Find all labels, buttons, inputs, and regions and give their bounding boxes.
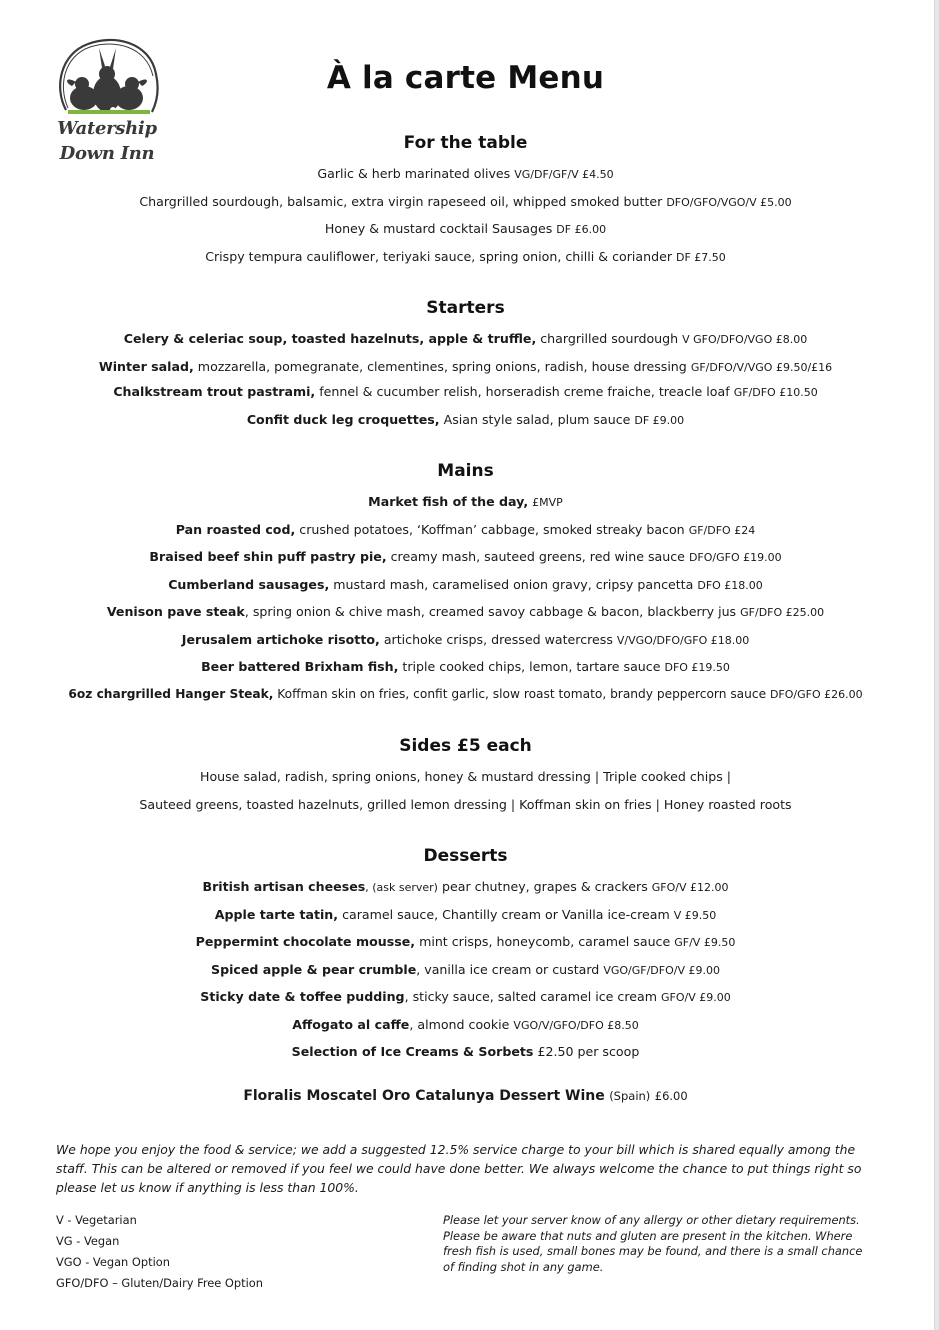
item-name: Sticky date & toffee pudding (200, 989, 405, 1004)
sides-line: Sauteed greens, toasted hazelnuts, grilled lemon dressing | Koffman skin on fries | Honey roasted roots (139, 797, 792, 812)
item-name: Chalkstream trout pastrami, (113, 384, 316, 399)
menu-item (0, 989, 931, 1004)
item-tags-price: DFO/GFO £19.00 (688, 551, 782, 564)
section-heading-starters: Starters (426, 298, 505, 318)
item-tags-price: GF/DFO £25.00 (740, 606, 825, 619)
item-desc: Crispy tempura cauliflower, teriyaki sauce, spring onion, chilli & coriander (205, 249, 672, 264)
item-name: 6oz chargrilled Hanger Steak, (68, 687, 274, 701)
item-desc: artichoke crisps, dressed watercress (383, 632, 613, 647)
menu-item (0, 632, 931, 647)
item-name: Celery & celeriac soup, toasted hazelnuts, apple & truffle, (123, 331, 537, 346)
item-name: Cumberland sausages, (168, 577, 330, 592)
item-name: Braised beef shin puff pastry pie, (149, 549, 387, 564)
item-name: Jerusalem artichoke risotto, (181, 632, 380, 647)
menu-item (0, 934, 931, 949)
item-tags-price: DFO £18.00 (697, 579, 763, 592)
item-name: Beer battered Brixham fish, (201, 659, 399, 674)
item-name: Peppermint chocolate mousse, (195, 934, 416, 949)
menu-item (0, 549, 931, 564)
menu-item (0, 659, 931, 674)
dietary-key-item: VG - Vegan (56, 1234, 120, 1248)
dietary-key-item: GFO/DFO – Gluten/Dairy Free Option (56, 1276, 263, 1290)
menu-item (0, 879, 931, 894)
menu-item (0, 412, 931, 427)
item-tags-price: DF £6.00 (556, 223, 607, 236)
item-tags-price: DFO/GFO/VGO/V £5.00 (666, 196, 792, 209)
menu-item (0, 249, 931, 264)
item-desc: caramel sauce, Chantilly cream or Vanilla ice-cream (342, 907, 670, 922)
section-heading-mains: Mains (437, 461, 494, 481)
section-heading-desserts: Desserts (423, 846, 508, 866)
menu-item (0, 384, 931, 399)
item-tags-price: DF £9.00 (634, 414, 685, 427)
item-tags-price: V £9.50 (673, 909, 717, 922)
menu-item (0, 359, 931, 374)
page-edge (934, 0, 939, 1330)
item-desc: mozzarella, pomegranate, clementines, spring onions, radish, house dressing (197, 359, 687, 374)
menu-item (0, 522, 931, 537)
menu-item (0, 194, 931, 209)
item-note: , (ask server) (365, 881, 438, 894)
item-tags-price: VG/DF/GF/V £4.50 (514, 168, 614, 181)
item-tags-price: DF £7.50 (676, 251, 726, 264)
item-desc: Honey & mustard cocktail Sausages (324, 221, 553, 236)
item-tags-price: £MVP (532, 496, 563, 509)
menu-item (0, 494, 931, 509)
item-name: British artisan cheeses (202, 879, 366, 894)
allergy-note: Please let your server know of any allergy or other dietary requirements. Please be aware that nuts and gluten are present in the kitchen. Where fresh fish is used, small bones may be found, and there is a small chance of finding shot in any game. (443, 1213, 863, 1274)
menu-item (0, 166, 931, 181)
item-tags-price: GF/DFO £24 (688, 524, 756, 537)
item-tags-price: VGO/GF/DFO/V £9.00 (603, 964, 720, 977)
item-desc: , vanilla ice cream or custard (416, 962, 600, 977)
page-title: À la carte Menu (326, 60, 605, 96)
item-desc: Garlic & herb marinated olives (317, 166, 511, 181)
item-name: Affogato al caffe (292, 1017, 410, 1032)
item-tags-price: DFO £19.50 (664, 661, 730, 674)
item-tags-price: GF/V £9.50 (674, 936, 736, 949)
item-name: Confit duck leg croquettes, (246, 412, 440, 427)
menu-item (0, 1017, 931, 1032)
menu-item (0, 577, 931, 592)
item-tags-price: V/VGO/DFO/GFO £18.00 (616, 634, 750, 647)
item-tags-price: DFO/GFO £26.00 (769, 688, 863, 701)
item-desc: creamy mash, sauteed greens, red wine sauce (390, 549, 685, 564)
logo-text-down-inn: Down Inn (59, 143, 155, 164)
item-name: Market fish of the day, (368, 494, 529, 509)
item-desc: £2.50 per scoop (537, 1044, 640, 1059)
service-charge-note: We hope you enjoy the food & service; we add a suggested 12.5% service charge to your bill which is shared equally among the staff. This can be altered or removed if you feel we could have done better. We always welcome the chance to put things right so please let us know if anything is less than 100%. (56, 1142, 862, 1195)
menu-item (0, 604, 931, 619)
item-desc: crushed potatoes, ‘Koffman’ cabbage, smoked streaky bacon (299, 522, 685, 537)
menu-item (0, 221, 931, 236)
item-desc: fennel & cucumber relish, horseradish creme fraiche, treacle loaf (319, 384, 730, 399)
logo-text-watership: Watership (57, 118, 157, 139)
item-name: Spiced apple & pear crumble (211, 962, 417, 977)
dessert-wine (0, 1088, 931, 1104)
section-heading-sides: Sides £5 each (399, 736, 532, 756)
item-name: Selection of Ice Creams & Sorbets (291, 1044, 534, 1059)
item-name: Pan roasted cod, (175, 522, 296, 537)
item-name: Venison pave steak (106, 604, 245, 619)
dietary-key-item: V - Vegetarian (56, 1213, 137, 1227)
item-desc: mint crisps, honeycomb, caramel sauce (419, 934, 671, 949)
item-desc: chargrilled sourdough (540, 331, 679, 346)
menu-item (0, 331, 931, 346)
item-desc: Asian style salad, plum sauce (443, 412, 631, 427)
item-desc: , sticky sauce, salted caramel ice cream (404, 989, 657, 1004)
wine-price: £6.00 (654, 1089, 688, 1103)
menu-item (0, 1044, 931, 1059)
item-desc: triple cooked chips, lemon, tartare sauce (402, 659, 661, 674)
menu-item (0, 907, 931, 922)
wine-name: Floralis Moscatel Oro Catalunya Dessert Wine (243, 1088, 605, 1104)
item-tags-price: GFO/V £9.00 (661, 991, 731, 1004)
item-desc: , almond cookie (409, 1017, 510, 1032)
item-desc: Chargrilled sourdough, balsamic, extra virgin rapeseed oil, whipped smoked butter (139, 194, 663, 209)
item-name: Winter salad, (98, 359, 194, 374)
sides-line: House salad, radish, spring onions, honey & mustard dressing | Triple cooked chips | (199, 769, 732, 784)
item-tags-price: V GFO/DFO/VGO £8.00 (682, 333, 808, 346)
item-tags-price: GFO/V £12.00 (651, 881, 729, 894)
item-tags-price: VGO/V/GFO/DFO £8.50 (513, 1019, 639, 1032)
item-desc: mustard mash, caramelised onion gravy, cripsy pancetta (333, 577, 694, 592)
item-name: Apple tarte tatin, (214, 907, 339, 922)
item-tags-price: GF/DFO/V/VGO £9.50/£16 (690, 361, 833, 374)
dietary-key-item: VGO - Vegan Option (56, 1255, 170, 1269)
menu-item (0, 962, 931, 977)
section-heading-for-the-table: For the table (403, 133, 528, 153)
item-desc: pear chutney, grapes & crackers (442, 879, 648, 894)
menu-item (0, 687, 931, 701)
item-tags-price: GF/DFO £10.50 (733, 386, 818, 399)
item-desc: Koffman skin on fries, confit garlic, slow roast tomato, brandy peppercorn sauce (277, 687, 767, 701)
wine-origin: (Spain) (609, 1089, 651, 1103)
item-desc: , spring onion & chive mash, creamed savoy cabbage & bacon, blackberry jus (244, 604, 737, 619)
